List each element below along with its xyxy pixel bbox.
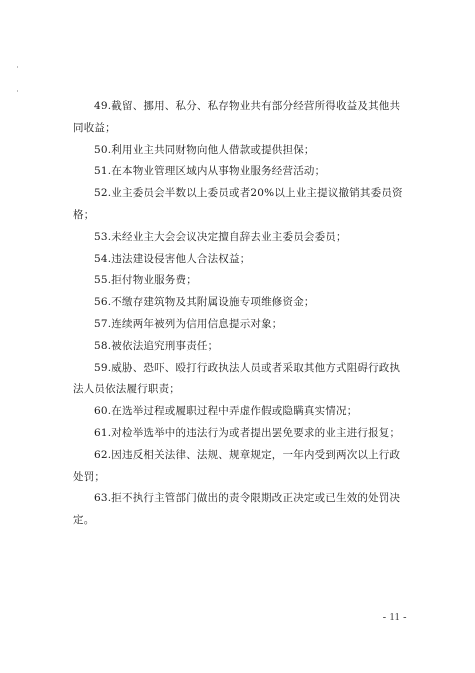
clause-item: 62.因违反相关法律、法规、规章规定，一年内受到两次以上行政处罚； xyxy=(73,448,401,483)
clause-list xyxy=(73,96,408,532)
scan-mark xyxy=(17,66,18,68)
clause-item: 51.在本物业管理区域内从事物业服务经营活动； xyxy=(94,165,326,178)
clause-item: 49.截留、挪用、私分、私存物业共有部分经营所得收益及其他共同收益； xyxy=(73,100,401,134)
clause-item: 60.在选举过程或履职过程中弄虚作假或隐瞒真实情况； xyxy=(94,405,358,418)
clause-item: 63.拒不执行主管部门做出的责令限期改正决定或已生效的处罚决定。 xyxy=(73,492,401,527)
clause-item: 61.对检举选举中的违法行为或者提出罢免要求的业主进行报复； xyxy=(94,426,401,439)
clause-item: 58.被依法追究刑事责任； xyxy=(94,339,219,352)
clause-item: 50.利用业主共同财物向他人借款或提供担保； xyxy=(94,143,315,156)
clause-item: 53.未经业主大会会议决定擅自辞去业主委员会委员； xyxy=(94,230,347,243)
clause-item: 57.连续两年被列为信用信息提示对象； xyxy=(94,317,283,330)
clause-item: 54.违法建设侵害他人合法权益； xyxy=(94,252,251,265)
scan-mark xyxy=(17,90,18,92)
clause-item: 55.拒付物业服务费； xyxy=(94,274,197,287)
clause-item: 56.不缴存建筑物及其附属设施专项维修资金； xyxy=(94,296,315,309)
clause-item: 52.业主委员会半数以上委员或者20%以上业主提议撤销其委员资格； xyxy=(73,187,403,221)
page-number: - 11 - xyxy=(382,612,407,623)
clause-item: 59.威胁、恐吓、殴打行政执法人员或者采取其他方式阻碍行政执法人员依法履行职责； xyxy=(73,361,401,396)
